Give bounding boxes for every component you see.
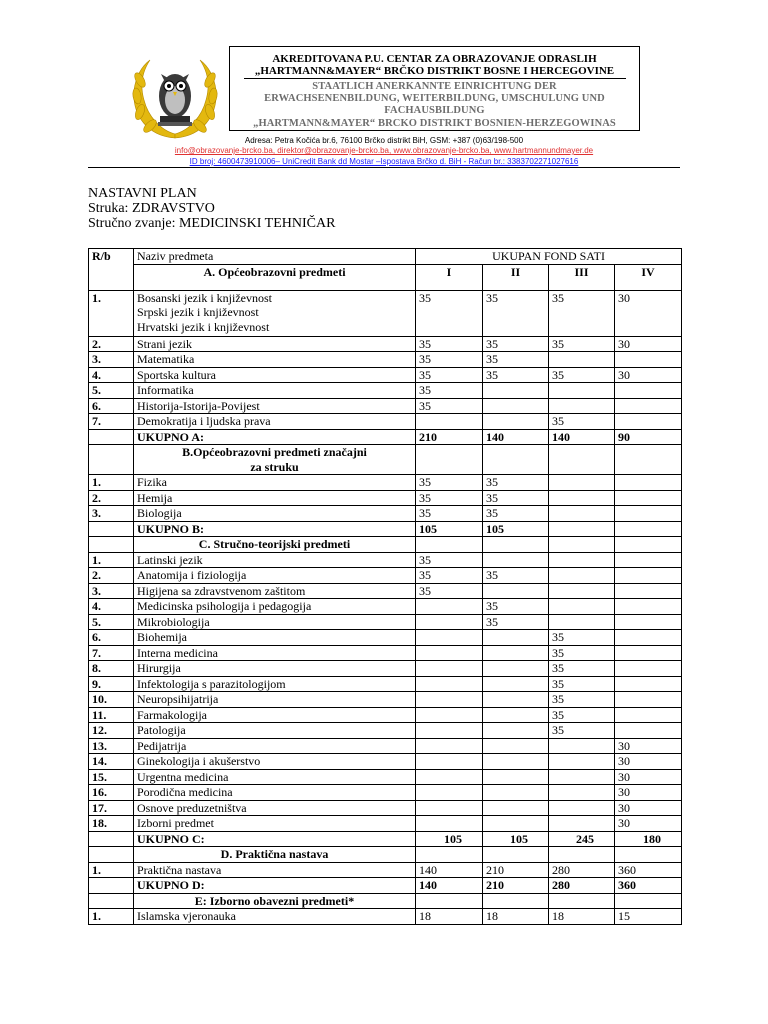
table-row xyxy=(89,475,682,491)
section-a-header-row xyxy=(89,264,682,290)
total-cell: 90 xyxy=(615,429,682,445)
bank-info[interactable]: ID broj: 4600473910006– UniCredit Bank dd Mostar –Ispostava Brčko d. BiH - Račun br.: 3383702271027616 xyxy=(189,157,579,166)
hours-cell: 35 xyxy=(483,599,549,615)
hours-cell xyxy=(615,707,682,723)
table-row xyxy=(89,414,682,430)
table-row xyxy=(89,336,682,352)
subject-name: Anatomija i fiziologija xyxy=(134,568,416,584)
row-number xyxy=(89,429,134,445)
row-number: 1. xyxy=(89,862,134,878)
hours-cell xyxy=(483,707,549,723)
hours-cell: 280 xyxy=(549,862,615,878)
hours-cell xyxy=(483,445,549,475)
hours-cell: 35 xyxy=(416,490,483,506)
hours-cell: 35 xyxy=(549,336,615,352)
total-cell: 210 xyxy=(416,429,483,445)
row-number: 15. xyxy=(89,769,134,785)
table-header-row xyxy=(89,249,682,265)
hours-cell xyxy=(615,490,682,506)
hours-cell: 35 xyxy=(416,336,483,352)
subject-name: Hirurgija xyxy=(134,661,416,677)
hours-cell: 35 xyxy=(549,367,615,383)
table-row xyxy=(89,661,682,677)
hours-cell xyxy=(615,692,682,708)
hours-cell xyxy=(549,785,615,801)
row-number xyxy=(89,847,134,863)
hours-cell xyxy=(549,816,615,832)
hours-cell xyxy=(416,754,483,770)
total-cell: 105 xyxy=(416,831,483,847)
subject-name: Biohemija xyxy=(134,630,416,646)
year-header: IV xyxy=(615,264,682,290)
table-row xyxy=(89,630,682,646)
section-header-row xyxy=(89,893,682,909)
hours-cell xyxy=(615,676,682,692)
subject-name: Porodična medicina xyxy=(134,785,416,801)
row-number: 16. xyxy=(89,785,134,801)
hours-cell xyxy=(615,383,682,399)
subject-name: Mikrobiologija xyxy=(134,614,416,630)
hours-cell: 35 xyxy=(416,383,483,399)
row-number: 6. xyxy=(89,398,134,414)
hours-cell xyxy=(549,398,615,414)
hours-cell: 35 xyxy=(416,552,483,568)
table-row xyxy=(89,862,682,878)
row-number xyxy=(89,878,134,894)
field-struka: Struka: ZDRAVSTVO xyxy=(88,201,215,216)
header-divider xyxy=(88,167,680,168)
hours-cell xyxy=(615,614,682,630)
hours-cell xyxy=(483,816,549,832)
hours-cell: 30 xyxy=(615,738,682,754)
table-row xyxy=(89,568,682,584)
hours-cell xyxy=(615,352,682,368)
table-row xyxy=(89,769,682,785)
hours-cell xyxy=(549,738,615,754)
header-rb: R/b xyxy=(89,249,134,291)
section-title: C. Stručno-teorijski predmeti xyxy=(134,537,416,553)
row-number xyxy=(89,445,134,475)
hours-cell xyxy=(483,800,549,816)
year-header: II xyxy=(483,264,549,290)
hours-cell xyxy=(483,738,549,754)
row-number: 6. xyxy=(89,630,134,646)
hours-cell: 35 xyxy=(549,723,615,739)
hours-cell: 35 xyxy=(549,414,615,430)
hours-cell xyxy=(416,630,483,646)
table-row xyxy=(89,800,682,816)
hours-cell: 35 xyxy=(549,707,615,723)
subject-name: Patologija xyxy=(134,723,416,739)
hours-cell xyxy=(483,383,549,399)
hours-cell xyxy=(483,552,549,568)
hours-cell: 35 xyxy=(483,568,549,584)
total-cell: 180 xyxy=(615,831,682,847)
table-row xyxy=(89,599,682,615)
total-cell: 105 xyxy=(483,521,549,537)
subject-name: Sportska kultura xyxy=(134,367,416,383)
table-row xyxy=(89,676,682,692)
row-number: 13. xyxy=(89,738,134,754)
total-row xyxy=(89,831,682,847)
hours-cell xyxy=(416,599,483,615)
institution-name-de-4: „HARTMANN&MAYER“ BRCKO DISTRIKT BOSNIEN-HERZEGOWINAS xyxy=(253,117,616,129)
row-number: 14. xyxy=(89,754,134,770)
institution-name-de-1: STAATLICH ANERKANNTE EINRICHTUNG DER xyxy=(312,81,557,92)
hours-cell xyxy=(483,893,549,909)
contact-links[interactable]: info@obrazovanje-brcko.ba, direktor@obrazovanje-brcko.ba, www.obrazovanje-brcko.ba, www.hartmannundmayer.de xyxy=(174,146,594,155)
hours-cell xyxy=(483,754,549,770)
hours-cell xyxy=(615,661,682,677)
hours-cell: 35 xyxy=(416,583,483,599)
institution-name-de-2: ERWACHSENENBILDUNG, WEITERBILDUNG, UMSCHULUNG UND xyxy=(264,93,605,105)
hours-cell xyxy=(549,475,615,491)
hours-cell xyxy=(416,893,483,909)
hours-cell xyxy=(483,398,549,414)
subject-name: Urgentna medicina xyxy=(134,769,416,785)
hours-cell xyxy=(483,537,549,553)
subject-name: Pedijatrija xyxy=(134,738,416,754)
row-number: 7. xyxy=(89,414,134,430)
table-row xyxy=(89,583,682,599)
hours-cell: 30 xyxy=(615,754,682,770)
hours-cell xyxy=(549,352,615,368)
hours-cell: 35 xyxy=(549,692,615,708)
header-fond: UKUPAN FOND SATI xyxy=(416,249,682,265)
hours-cell xyxy=(549,754,615,770)
hours-cell xyxy=(549,614,615,630)
row-number: 10. xyxy=(89,692,134,708)
hours-cell xyxy=(615,645,682,661)
total-cell: 105 xyxy=(416,521,483,537)
total-cell: 140 xyxy=(416,878,483,894)
row-number xyxy=(89,521,134,537)
subject-name: Interna medicina xyxy=(134,645,416,661)
table-row xyxy=(89,816,682,832)
row-number: 2. xyxy=(89,336,134,352)
hours-cell xyxy=(615,893,682,909)
hours-cell: 35 xyxy=(549,645,615,661)
total-cell xyxy=(549,521,615,537)
subject-name: Neuropsihijatrija xyxy=(134,692,416,708)
document-title: NASTAVNI PLAN xyxy=(88,186,197,201)
subject-name: Latinski jezik xyxy=(134,552,416,568)
row-number: 1. xyxy=(89,909,134,925)
section-header-row xyxy=(89,537,682,553)
hours-cell xyxy=(483,583,549,599)
hours-cell: 35 xyxy=(416,367,483,383)
hours-cell xyxy=(483,847,549,863)
institution-name-bs: AKREDITOVANA P.U. CENTAR ZA OBRAZOVANJE ODRASLIH xyxy=(272,53,597,65)
subject-name: Hemija xyxy=(134,490,416,506)
hours-cell: 35 xyxy=(483,290,549,336)
subject-name: Matematika xyxy=(134,352,416,368)
hours-cell xyxy=(549,800,615,816)
row-number: 5. xyxy=(89,383,134,399)
hours-cell xyxy=(549,583,615,599)
subject-name: Izborni predmet xyxy=(134,816,416,832)
hours-cell: 30 xyxy=(615,336,682,352)
field-zvanje: Stručno zvanje: MEDICINSKI TEHNIČAR xyxy=(88,216,336,231)
row-number: 2. xyxy=(89,490,134,506)
hours-cell: 35 xyxy=(483,352,549,368)
subject-name: Farmakologija xyxy=(134,707,416,723)
address-line: Adresa: Petra Kočića br.6, 76100 Brčko distrikt BiH, GSM: +387 (0)63/198-500 xyxy=(244,136,524,145)
subject-name: Bosanski jezik i književnost Srpski jezik i književnost Hrvatski jezik i književnost xyxy=(134,290,416,336)
hours-cell xyxy=(483,676,549,692)
hours-cell xyxy=(549,445,615,475)
hours-cell xyxy=(549,568,615,584)
hours-cell xyxy=(483,661,549,677)
subject-name: Informatika xyxy=(134,383,416,399)
total-cell: 105 xyxy=(483,831,549,847)
subject-name: Biologija xyxy=(134,506,416,522)
total-cell: 360 xyxy=(615,878,682,894)
row-number: 7. xyxy=(89,645,134,661)
hours-cell xyxy=(615,723,682,739)
hours-cell: 35 xyxy=(416,568,483,584)
hours-cell: 15 xyxy=(615,909,682,925)
subject-name: Higijena sa zdravstvenom zaštitom xyxy=(134,583,416,599)
hours-cell xyxy=(615,475,682,491)
row-number: 5. xyxy=(89,614,134,630)
hours-cell xyxy=(549,893,615,909)
row-number: 17. xyxy=(89,800,134,816)
document-heading xyxy=(88,186,335,231)
header-rule xyxy=(244,78,626,79)
hours-cell xyxy=(549,506,615,522)
hours-cell xyxy=(549,599,615,615)
hours-cell: 360 xyxy=(615,862,682,878)
subject-name: Fizika xyxy=(134,475,416,491)
total-row xyxy=(89,878,682,894)
section-title: D. Praktična nastava xyxy=(134,847,416,863)
hours-cell: 35 xyxy=(549,630,615,646)
hours-cell xyxy=(615,630,682,646)
hours-cell: 35 xyxy=(416,290,483,336)
row-number: 1. xyxy=(89,552,134,568)
header-naziv: Naziv predmeta xyxy=(134,249,416,265)
hours-cell: 30 xyxy=(615,367,682,383)
hours-cell xyxy=(483,769,549,785)
hours-cell xyxy=(416,738,483,754)
hours-cell xyxy=(549,537,615,553)
row-number: 1. xyxy=(89,475,134,491)
subject-name: Ginekologija i akušerstvo xyxy=(134,754,416,770)
hours-cell xyxy=(416,614,483,630)
total-label: UKUPNO B: xyxy=(134,521,416,537)
row-number: 1. xyxy=(89,290,134,336)
total-row xyxy=(89,521,682,537)
row-number: 18. xyxy=(89,816,134,832)
subject-name: Infektologija s parazitologijom xyxy=(134,676,416,692)
hours-cell xyxy=(416,816,483,832)
hours-cell xyxy=(483,414,549,430)
row-number: 3. xyxy=(89,583,134,599)
hours-cell xyxy=(416,445,483,475)
hours-cell xyxy=(416,676,483,692)
subject-name: Demokratija i ljudska prava xyxy=(134,414,416,430)
total-cell: 280 xyxy=(549,878,615,894)
hours-cell: 18 xyxy=(549,909,615,925)
table-row xyxy=(89,707,682,723)
hours-cell: 35 xyxy=(483,475,549,491)
hours-cell xyxy=(483,692,549,708)
section-header-row xyxy=(89,445,682,475)
total-row xyxy=(89,429,682,445)
row-number: 8. xyxy=(89,661,134,677)
hours-cell: 18 xyxy=(416,909,483,925)
subject-name: Praktična nastava xyxy=(134,862,416,878)
hours-cell xyxy=(416,645,483,661)
table-row xyxy=(89,785,682,801)
total-label: UKUPNO C: xyxy=(134,831,416,847)
hours-cell: 35 xyxy=(483,367,549,383)
hours-cell: 35 xyxy=(483,506,549,522)
hours-cell: 30 xyxy=(615,816,682,832)
hours-cell: 18 xyxy=(483,909,549,925)
table-row xyxy=(89,723,682,739)
hours-cell: 210 xyxy=(483,862,549,878)
total-cell xyxy=(615,521,682,537)
total-cell: 245 xyxy=(549,831,615,847)
hours-cell: 35 xyxy=(483,336,549,352)
hours-cell: 35 xyxy=(549,661,615,677)
hours-cell: 140 xyxy=(416,862,483,878)
total-cell: 210 xyxy=(483,878,549,894)
table-row xyxy=(89,383,682,399)
hours-cell xyxy=(615,506,682,522)
hours-cell xyxy=(483,645,549,661)
table-row xyxy=(89,290,682,336)
year-header: I xyxy=(416,264,483,290)
hours-cell xyxy=(549,383,615,399)
row-number xyxy=(89,893,134,909)
hours-cell xyxy=(615,847,682,863)
table-row xyxy=(89,754,682,770)
table-row xyxy=(89,552,682,568)
hours-cell xyxy=(549,847,615,863)
hours-cell xyxy=(615,552,682,568)
subject-name: Strani jezik xyxy=(134,336,416,352)
row-number: 12. xyxy=(89,723,134,739)
institution-header xyxy=(229,46,640,131)
table-row xyxy=(89,692,682,708)
section-title: E: Izborno obavezni predmeti* xyxy=(134,893,416,909)
institution-name-de-3: FACHAUSBILDUNG xyxy=(384,105,485,117)
row-number: 4. xyxy=(89,599,134,615)
hours-cell xyxy=(615,398,682,414)
section-title: B.Općeobrazovni predmeti značajni za struku xyxy=(134,445,416,475)
table-row xyxy=(89,490,682,506)
hours-cell xyxy=(549,552,615,568)
owl-icon xyxy=(158,74,192,126)
table-row xyxy=(89,909,682,925)
row-number: 4. xyxy=(89,367,134,383)
hours-cell xyxy=(416,661,483,677)
hours-cell: 30 xyxy=(615,769,682,785)
section-title: A. Općeobrazovni predmeti xyxy=(134,264,416,290)
hours-cell xyxy=(416,707,483,723)
hours-cell: 30 xyxy=(615,800,682,816)
table-row xyxy=(89,738,682,754)
hours-cell: 35 xyxy=(549,290,615,336)
hours-cell: 35 xyxy=(483,614,549,630)
subject-name: Islamska vjeronauka xyxy=(134,909,416,925)
hours-cell xyxy=(615,568,682,584)
total-label: UKUPNO A: xyxy=(134,429,416,445)
hours-cell: 35 xyxy=(416,506,483,522)
hours-cell xyxy=(483,630,549,646)
table-row xyxy=(89,398,682,414)
hours-cell xyxy=(416,847,483,863)
hours-cell xyxy=(416,723,483,739)
table-row xyxy=(89,506,682,522)
row-number: 11. xyxy=(89,707,134,723)
hours-cell xyxy=(615,583,682,599)
hours-cell: 30 xyxy=(615,290,682,336)
year-header: III xyxy=(549,264,615,290)
table-row xyxy=(89,367,682,383)
hours-cell xyxy=(549,769,615,785)
curriculum-table xyxy=(88,248,682,925)
table-row xyxy=(89,614,682,630)
hours-cell xyxy=(416,800,483,816)
row-number xyxy=(89,831,134,847)
hours-cell: 35 xyxy=(549,676,615,692)
section-header-row xyxy=(89,847,682,863)
owl-laurel-logo xyxy=(128,50,222,142)
table-row xyxy=(89,352,682,368)
total-cell: 140 xyxy=(549,429,615,445)
total-cell: 140 xyxy=(483,429,549,445)
hours-cell xyxy=(416,537,483,553)
hours-cell: 30 xyxy=(615,785,682,801)
hours-cell xyxy=(615,414,682,430)
hours-cell xyxy=(416,414,483,430)
row-number: 2. xyxy=(89,568,134,584)
hours-cell xyxy=(416,769,483,785)
institution-location-bs: „HARTMANN&MAYER“ BRČKO DISTRIKT BOSNE I HERCEGOVINE xyxy=(254,65,615,77)
hours-cell xyxy=(483,785,549,801)
subject-name: Osnove preduzetništva xyxy=(134,800,416,816)
table-row xyxy=(89,645,682,661)
subject-name: Medicinska psihologija i pedagogija xyxy=(134,599,416,615)
total-label: UKUPNO D: xyxy=(134,878,416,894)
row-number: 3. xyxy=(89,352,134,368)
hours-cell xyxy=(483,723,549,739)
row-number: 3. xyxy=(89,506,134,522)
row-number xyxy=(89,537,134,553)
hours-cell xyxy=(615,599,682,615)
subject-name: Historija-Istorija-Povijest xyxy=(134,398,416,414)
hours-cell xyxy=(416,785,483,801)
hours-cell xyxy=(615,445,682,475)
hours-cell: 35 xyxy=(416,398,483,414)
hours-cell xyxy=(549,490,615,506)
hours-cell xyxy=(416,692,483,708)
hours-cell xyxy=(615,537,682,553)
hours-cell: 35 xyxy=(483,490,549,506)
hours-cell: 35 xyxy=(416,352,483,368)
row-number: 9. xyxy=(89,676,134,692)
hours-cell: 35 xyxy=(416,475,483,491)
